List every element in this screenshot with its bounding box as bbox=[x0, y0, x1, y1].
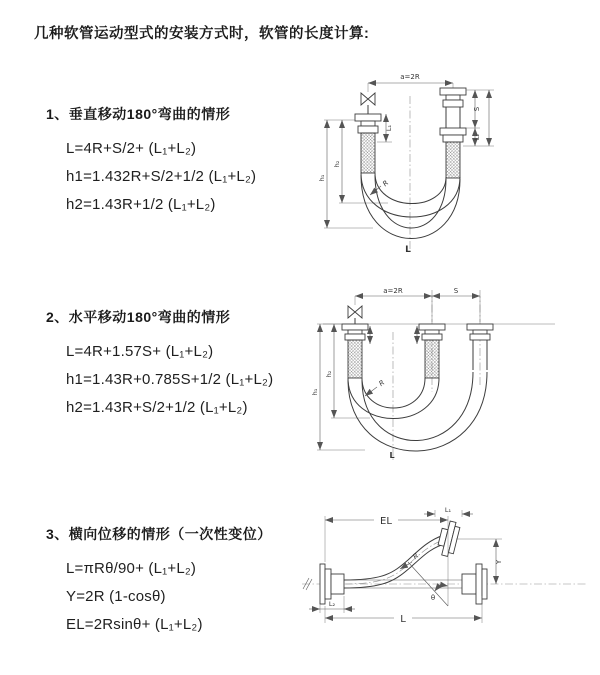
formula-line: Y=2R (1-cosθ) bbox=[66, 588, 166, 605]
hose-u-bends bbox=[348, 372, 487, 451]
dim-length-total bbox=[325, 596, 482, 625]
dim-label-l-total: L bbox=[400, 614, 406, 625]
dim-label-s: S bbox=[473, 106, 481, 112]
diagram-horizontal-180-svg bbox=[310, 282, 565, 467]
dim-label-l2: L₂ bbox=[328, 600, 336, 608]
formula-line: L=4R+1.57S+ (L₁+L₂) bbox=[66, 343, 214, 360]
section-heading: 3、横向位移的情形（一次性变位） bbox=[46, 526, 272, 542]
valve-icon bbox=[348, 306, 362, 324]
dim-label-l-total: L bbox=[405, 245, 411, 255]
dim-label-a2r: a=2R bbox=[383, 287, 403, 295]
page-title: 几种软管运动型式的安装方式时，软管的长度计算: bbox=[34, 26, 370, 42]
braided-hose-section bbox=[446, 142, 460, 178]
dim-label-l1: L₁ bbox=[444, 506, 452, 514]
diagram-lateral-svg bbox=[296, 506, 596, 656]
dim-label-h1: h₁ bbox=[318, 174, 326, 182]
braided-hose-section bbox=[361, 133, 375, 173]
dim-label-r: R bbox=[377, 378, 387, 389]
dim-label-a2r: a=2R bbox=[400, 73, 420, 81]
formula-list bbox=[66, 338, 316, 422]
dim-label-l-total: L bbox=[389, 451, 395, 460]
dim-fitting-left bbox=[309, 596, 355, 613]
formula-line: h1=1.43R+0.785S+1/2 (L₁+L₂) bbox=[66, 371, 274, 388]
formula-line: L=4R+S/2+ (L₁+L₂) bbox=[66, 140, 197, 157]
valve-icon bbox=[361, 93, 375, 114]
dim-fitting-top bbox=[424, 506, 473, 517]
dim-label-h2: h₂ bbox=[325, 370, 333, 378]
dim-label-r: R bbox=[381, 178, 391, 189]
braided-hose-section bbox=[348, 340, 362, 378]
formula-line: L=πRθ/90+ (L₁+L₂) bbox=[66, 560, 197, 577]
diagram-lateral-displacement bbox=[296, 506, 596, 656]
formula-list bbox=[66, 555, 316, 639]
center-fitting bbox=[419, 324, 445, 378]
hose-u-bends bbox=[361, 173, 460, 239]
dim-label-h1: h₁ bbox=[311, 388, 319, 396]
formula-line: EL=2Rsinθ+ (L₁+L₂) bbox=[66, 616, 203, 633]
dim-label-h2: h₂ bbox=[333, 160, 341, 168]
section-horizontal-movement bbox=[46, 307, 316, 422]
radius-callout bbox=[400, 552, 420, 569]
dim-top bbox=[355, 287, 480, 322]
dim-label-el: EL bbox=[380, 516, 392, 527]
diagram-vertical-180 bbox=[313, 66, 563, 261]
radius-callout bbox=[370, 179, 390, 195]
section-heading: 1、垂直移动180°弯曲的情形 bbox=[46, 106, 231, 122]
right-fitting-positions bbox=[440, 88, 466, 178]
left-fitting bbox=[342, 324, 368, 378]
diagram-horizontal-180 bbox=[310, 282, 565, 467]
left-fitting bbox=[355, 114, 381, 173]
braided-hose-section bbox=[425, 340, 439, 378]
section-lateral-displacement bbox=[46, 524, 316, 639]
moved-end-flange bbox=[436, 520, 461, 558]
dim-label-theta: θ bbox=[430, 594, 436, 602]
left-fitting bbox=[320, 564, 344, 604]
formula-line: h2=1.43R+S/2+1/2 (L₁+L₂) bbox=[66, 399, 248, 416]
dim-label-l2: L₂ bbox=[473, 133, 481, 141]
dim-label-r: R bbox=[411, 551, 421, 562]
formula-line: h1=1.432R+S/2+1/2 (L₁+L₂) bbox=[66, 168, 257, 185]
section-heading: 2、水平移动180°弯曲的情形 bbox=[46, 309, 231, 325]
diagram-vertical-180-svg bbox=[313, 66, 563, 261]
dim-label-y: Y bbox=[495, 559, 503, 565]
dim-label-s: S bbox=[453, 287, 459, 295]
formula-list bbox=[66, 135, 316, 219]
radius-callout bbox=[365, 379, 386, 396]
formula-line: h2=1.43R+1/2 (L₁+L₂) bbox=[66, 196, 216, 213]
section-vertical-movement bbox=[46, 104, 316, 219]
dim-travel-s bbox=[463, 90, 494, 146]
dim-label-l1: L₁ bbox=[385, 124, 393, 132]
